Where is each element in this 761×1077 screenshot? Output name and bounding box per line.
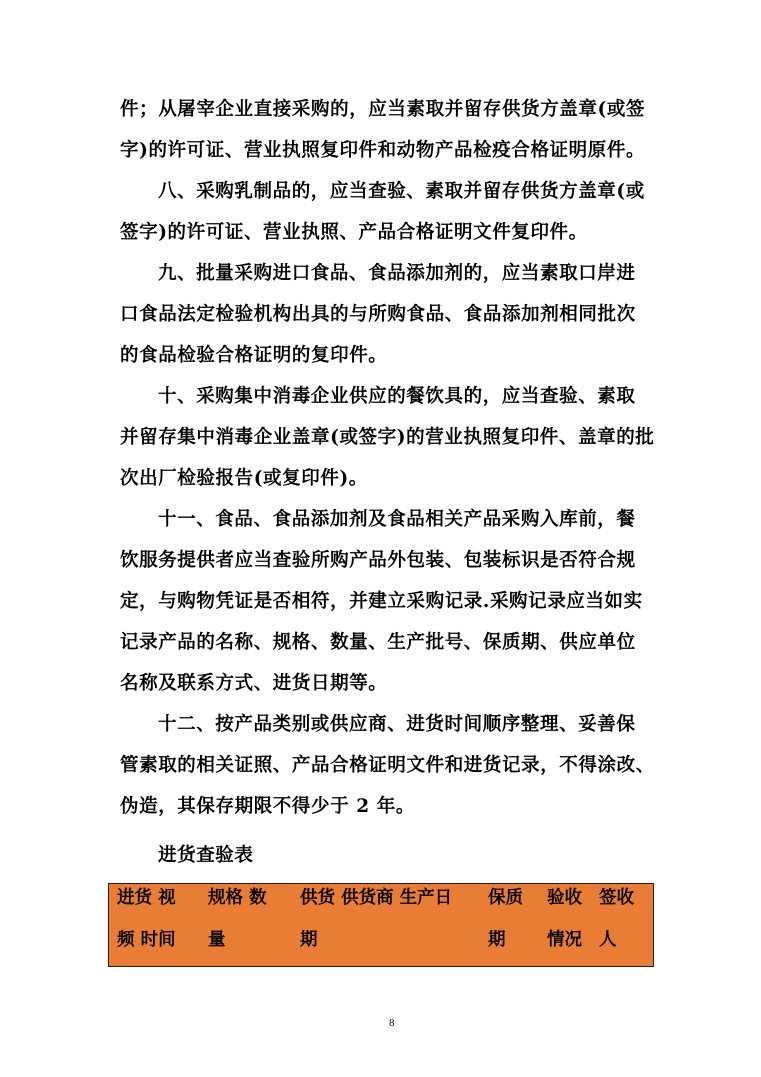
text-line: 口食品法定检验机构出具的与所购食品、食品添加剂相同批次 — [120, 304, 636, 325]
text-line: 饮服务提供者应当查验所购产品外包装、包装标识是否符合规 — [120, 550, 636, 571]
table-cell: 频 时间 — [117, 930, 176, 950]
table-caption: 进货查验表 — [158, 845, 254, 866]
text-line: 管素取的相关证照、产品合格证明文件和进货记录，不得涂改、 — [120, 755, 655, 776]
table-cell: 人 — [599, 930, 617, 950]
table-cell: 情况 — [547, 930, 582, 950]
inspection-table — [108, 883, 654, 967]
table-cell: 规格 数 — [208, 888, 267, 908]
text-line: 十一、食品、食品添加剂及食品相关产品采购入库前，餐 — [158, 509, 636, 530]
table-cell: 期 — [300, 930, 318, 950]
text-line: 的食品检验合格证明的复印件。 — [120, 345, 388, 366]
text-line: 并留存集中消毒企业盖章(或签字)的营业执照复印件、盖章的批 — [120, 427, 655, 448]
text-line: 十、采购集中消毒企业供应的餐饮具的，应当查验、素取 — [158, 386, 636, 407]
page-number: 8 — [389, 1017, 395, 1029]
text-line: 九、批量采购进口食品、食品添加剂的，应当素取口岸进 — [158, 263, 636, 284]
text-line: 伪造，其保存期限不得少于 2 年。 — [120, 796, 415, 817]
table-cell: 进货 视 — [117, 888, 176, 908]
text-line: 十二、按产品类别或供应商、进货时间顺序整理、妥善保 — [158, 714, 636, 735]
text-line: 件；从屠宰企业直接采购的，应当素取并留存供货方盖章(或签 — [120, 99, 646, 120]
table-cell: 验收 — [547, 888, 582, 908]
text-line: 定，与购物凭证是否相符，并建立采购记录.采购记录应当如实 — [120, 591, 643, 612]
text-line: 记录产品的名称、规格、数量、生产批号、保质期、供应单位 — [120, 632, 636, 653]
table-cell: 保质 — [488, 888, 523, 908]
text-line: 字)的许可证、营业执照复印件和动物产品检疫合格证明原件。 — [120, 140, 646, 161]
table-cell: 签收 — [599, 888, 634, 908]
table-cell: 期 — [488, 930, 506, 950]
text-line: 次出厂检验报告(或复印件)。 — [120, 468, 368, 489]
text-line: 名称及联系方式、进货日期等。 — [120, 673, 388, 694]
table-cell: 供货 供货商 生产日 — [300, 888, 453, 908]
table-cell: 量 — [208, 930, 226, 950]
text-line: 八、采购乳制品的，应当查验、素取并留存供货方盖章(或 — [158, 181, 645, 202]
text-line: 签字)的许可证、营业执照、产品合格证明文件复印件。 — [120, 222, 588, 243]
